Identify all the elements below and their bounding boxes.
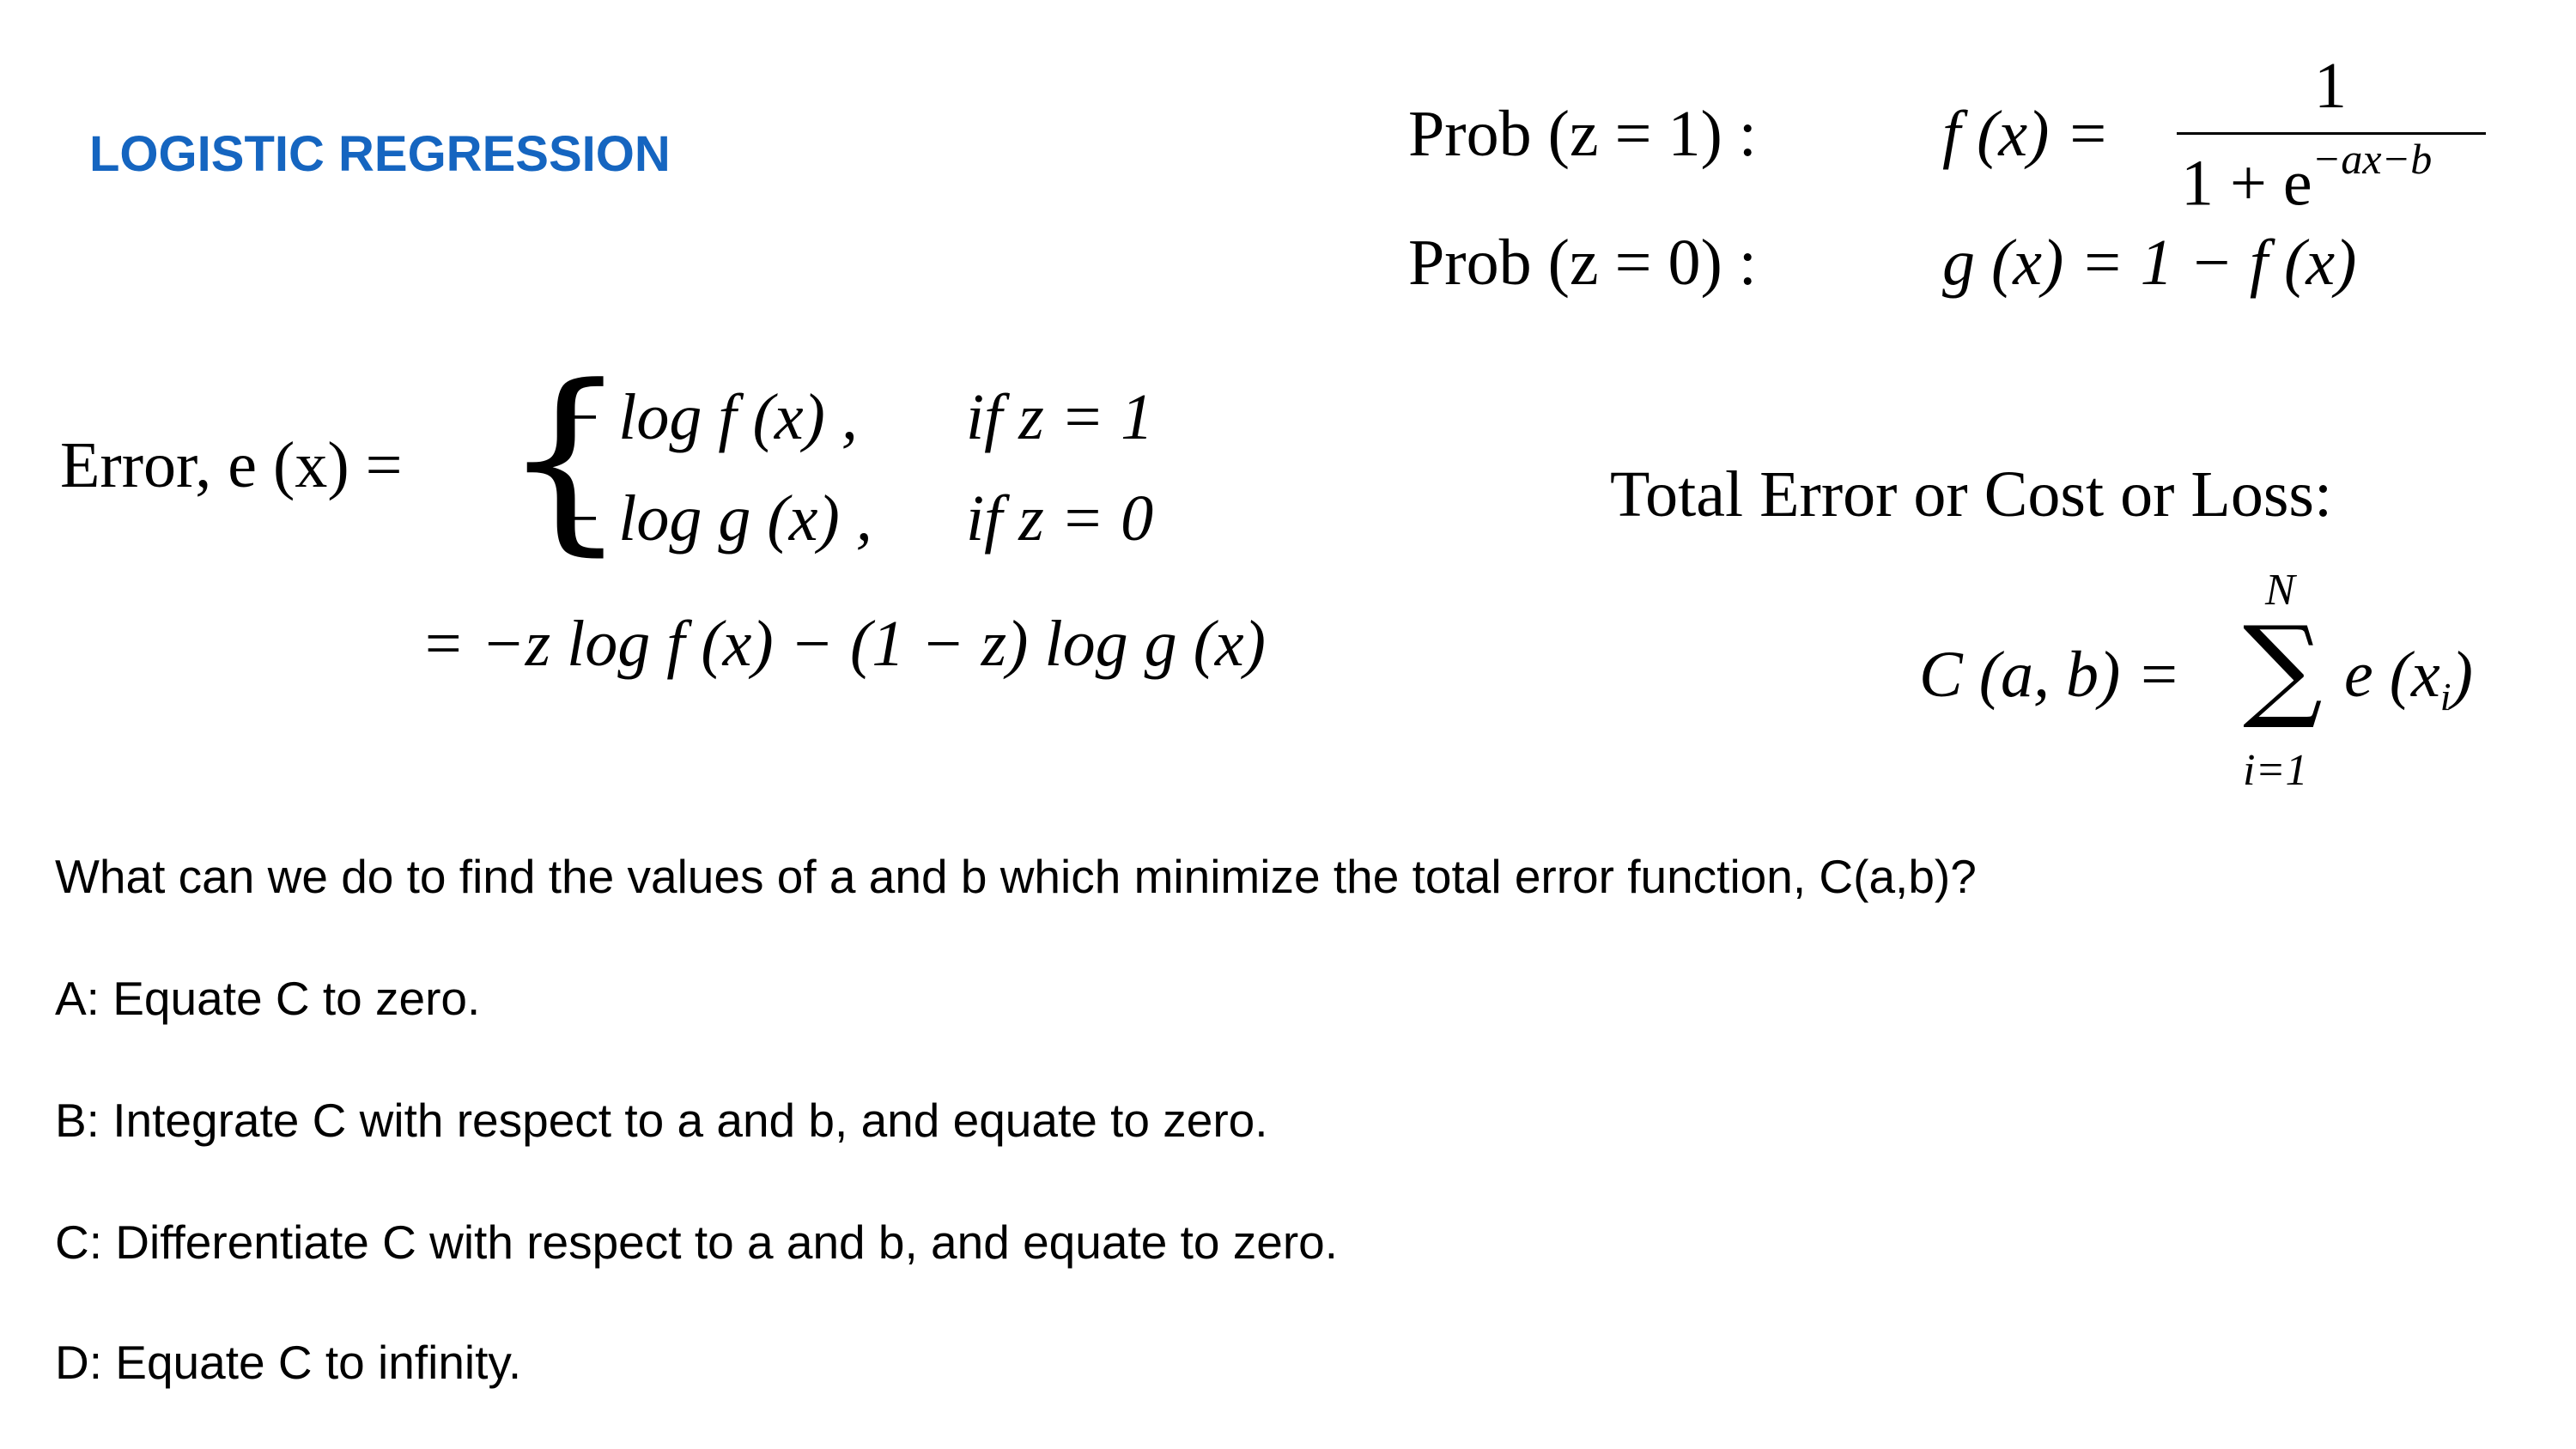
- error-case2-expr: − log g (x) ,: [558, 482, 872, 555]
- f-denominator: [2181, 135, 2433, 220]
- f-lhs: f (x) =: [1942, 98, 2110, 170]
- total-error-heading: Total Error or Cost or Loss:: [1610, 458, 2333, 530]
- sigma-icon: ∑: [2243, 602, 2323, 732]
- error-case1-cond: if z = 1: [966, 381, 1154, 453]
- error-case1-expr: − log f (x) ,: [558, 381, 858, 453]
- option-d[interactable]: D: Equate C to infinity.: [55, 1336, 522, 1389]
- sum-upper-limit: N: [2265, 566, 2295, 615]
- f-numerator: 1: [2314, 50, 2347, 122]
- prob-z1-label: Prob (z = 1) :: [1408, 98, 1757, 170]
- summand-base: e (x: [2344, 639, 2440, 711]
- f-denominator-exponent: −ax−b: [2312, 135, 2433, 183]
- option-a[interactable]: A: Equate C to zero.: [55, 972, 481, 1025]
- sum-lower-limit: i=1: [2243, 746, 2308, 795]
- error-case2-cond: if z = 0: [966, 482, 1154, 555]
- left-brace: {: [502, 344, 629, 573]
- prob-z0-label: Prob (z = 0) :: [1408, 227, 1757, 299]
- f-denominator-base: 1 + e: [2181, 147, 2312, 220]
- summand: [2344, 639, 2473, 719]
- option-c[interactable]: C: Differentiate C with respect to a and b, and equate to zero.: [55, 1216, 1339, 1269]
- summand-close: ): [2451, 639, 2473, 711]
- option-b[interactable]: B: Integrate C with respect to a and b, and equate to zero.: [55, 1094, 1268, 1147]
- cost-lhs: C (a, b) =: [1919, 639, 2181, 711]
- question-prompt: What can we do to find the values of a and b which minimize the total error function, C(a,b)?: [55, 850, 1977, 903]
- g-formula: g (x) = 1 − f (x): [1942, 227, 2357, 299]
- error-combined: = −z log f (x) − (1 − z) log g (x): [421, 608, 1266, 680]
- summand-subscript: i: [2439, 675, 2451, 719]
- error-lhs: Error, e (x) =: [60, 429, 403, 501]
- slide-title: LOGISTIC REGRESSION: [89, 126, 671, 182]
